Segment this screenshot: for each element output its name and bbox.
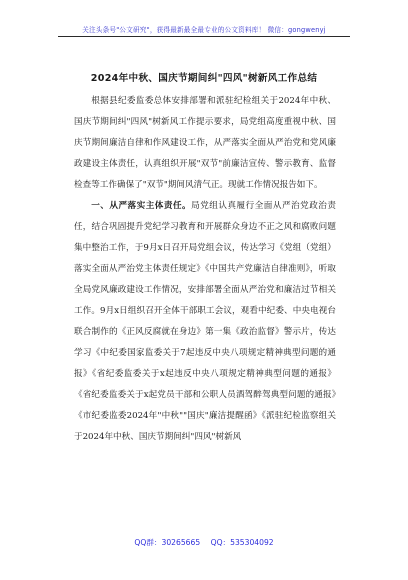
- section-1-paragraph: [74, 196, 336, 448]
- header-note: 关注头条号"公文研究"，获得最新最全最专业的公文资料库！ 微信：gongwenyj: [82, 26, 326, 34]
- intro-paragraph-text: 根据县纪委监委总体安排部署和派驻纪检组关于2024年中秋、国庆节期间纠"四风"树新风工作提示要求，局党组高度重视中秋、国庆节期间廉洁自律和作风建设工作，从严落实全面从严治党和党风廉政建设主体责任，认真组织开展"双节"前廉洁宣传、警示教育、监督检查等工作确保了"双节"期间风清气正。现就工作情况报告如下。: [74, 96, 336, 190]
- section-1-text: 局党组认真履行全面从严治党政治责任，结合巩固提升党纪学习教育和开展群众身边不正之风和腐败问题集中整治工作，于9月x日召开局党组会议，传达学习《党组（党组）落实全面从严治党主体责任规定》《中国共产党廉洁自律准则》，听取全局党风廉政建设工作情况，安排部署全面从严治党和廉洁过节相关工作。9月x日组织召开全体干部职工会议，观看中纪委、中央电视台联合制作的《正风反腐就在身边》第一集《政治监督》警示片，传达学习《中纪委国家监委关于7起违反中央八项规定精神典型问题的通报》《省纪委监委关于x起违反中央八项规定精神典型问题的通报》《省纪委监委关于x起党员干部和公职人员酒驾醉驾典型问题的通报》《市纪委监委2024年"中秋""国庆"廉洁提醒函》《派驻纪检监察组关于2024年中秋、国庆节期间纠"四风"树新风: [74, 201, 336, 442]
- header-divider: [58, 36, 350, 37]
- intro-paragraph: [74, 91, 336, 196]
- footer-contact: [0, 537, 408, 548]
- footer-qq: QQ：535304092: [210, 538, 274, 547]
- document-body: [74, 91, 336, 448]
- section-1-heading: 一、从严落实主体责任。: [91, 201, 192, 211]
- document-title: 2024年中秋、国庆节期间纠"四风"树新风工作总结: [90, 73, 318, 84]
- footer-qq-group: QQ群：30265665: [134, 538, 201, 547]
